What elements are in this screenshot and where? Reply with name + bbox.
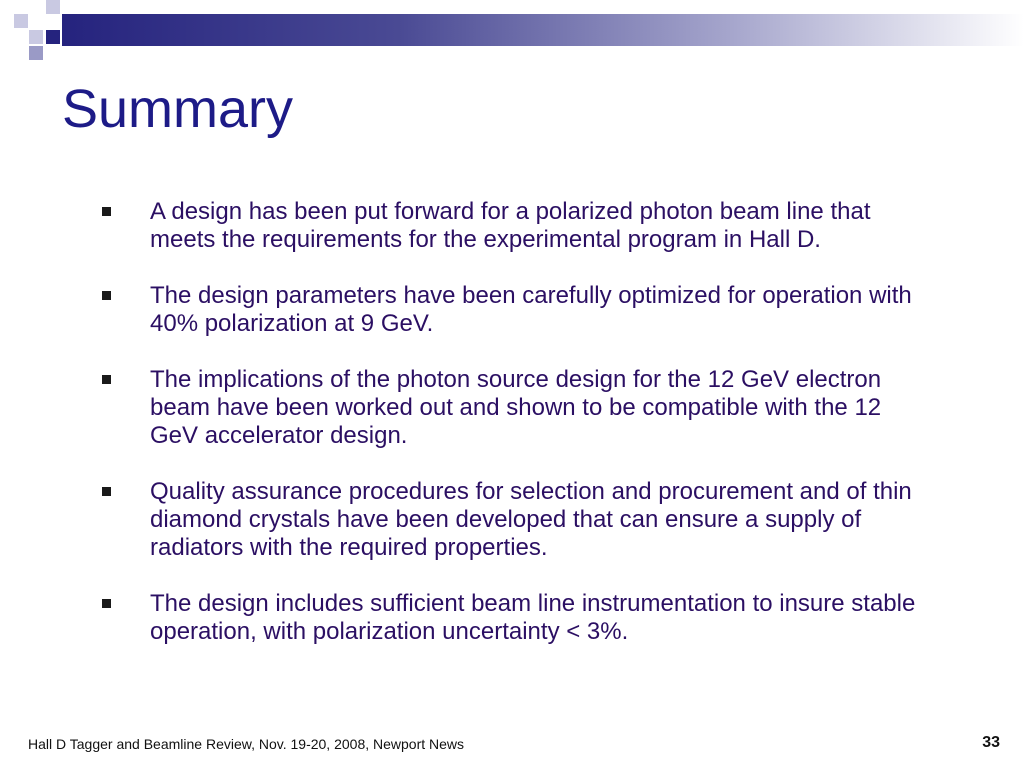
footer-text: Hall D Tagger and Beamline Review, Nov. 19-20, 2008, Newport News bbox=[28, 736, 465, 752]
bullet-text: The implications of the photon source design for the 12 GeV electron beam have been worked out and shown to be compatible with the 12 GeV accelerator design. bbox=[150, 366, 882, 449]
square-bullet-icon bbox=[102, 487, 111, 496]
decorative-square bbox=[14, 14, 28, 28]
square-bullet-icon bbox=[102, 599, 111, 608]
bullet-text: A design has been put forward for a polarized photon beam line that meets the requirements for the experimental program in Hall D. bbox=[150, 198, 871, 253]
square-bullet-icon bbox=[102, 207, 111, 216]
bullet-list bbox=[100, 198, 920, 674]
decorative-square bbox=[29, 30, 43, 44]
square-bullet-icon bbox=[102, 291, 111, 300]
bullet-item bbox=[100, 590, 920, 646]
bullet-text: The design includes sufficient beam line instrumentation to insure stable operation, with polarization uncertainty < 3%. bbox=[150, 590, 916, 645]
square-bullet-icon bbox=[102, 375, 111, 384]
bullet-item bbox=[100, 198, 920, 254]
header-gradient-bar bbox=[62, 14, 1024, 46]
decorative-square bbox=[29, 46, 43, 60]
decorative-square bbox=[46, 30, 60, 44]
bullet-item bbox=[100, 366, 920, 450]
bullet-text: Quality assurance procedures for selection and procurement and of thin diamond crystals have been developed that can ensure a supply of radiators with the required properties. bbox=[150, 478, 912, 561]
bullet-text: The design parameters have been carefully optimized for operation with 40% polarization at 9 GeV. bbox=[150, 282, 912, 337]
decorative-square bbox=[46, 0, 60, 14]
bullet-item bbox=[100, 478, 920, 562]
slide-title: Summary bbox=[62, 79, 294, 139]
page-number: 33 bbox=[982, 734, 1000, 751]
bullet-item bbox=[100, 282, 920, 338]
